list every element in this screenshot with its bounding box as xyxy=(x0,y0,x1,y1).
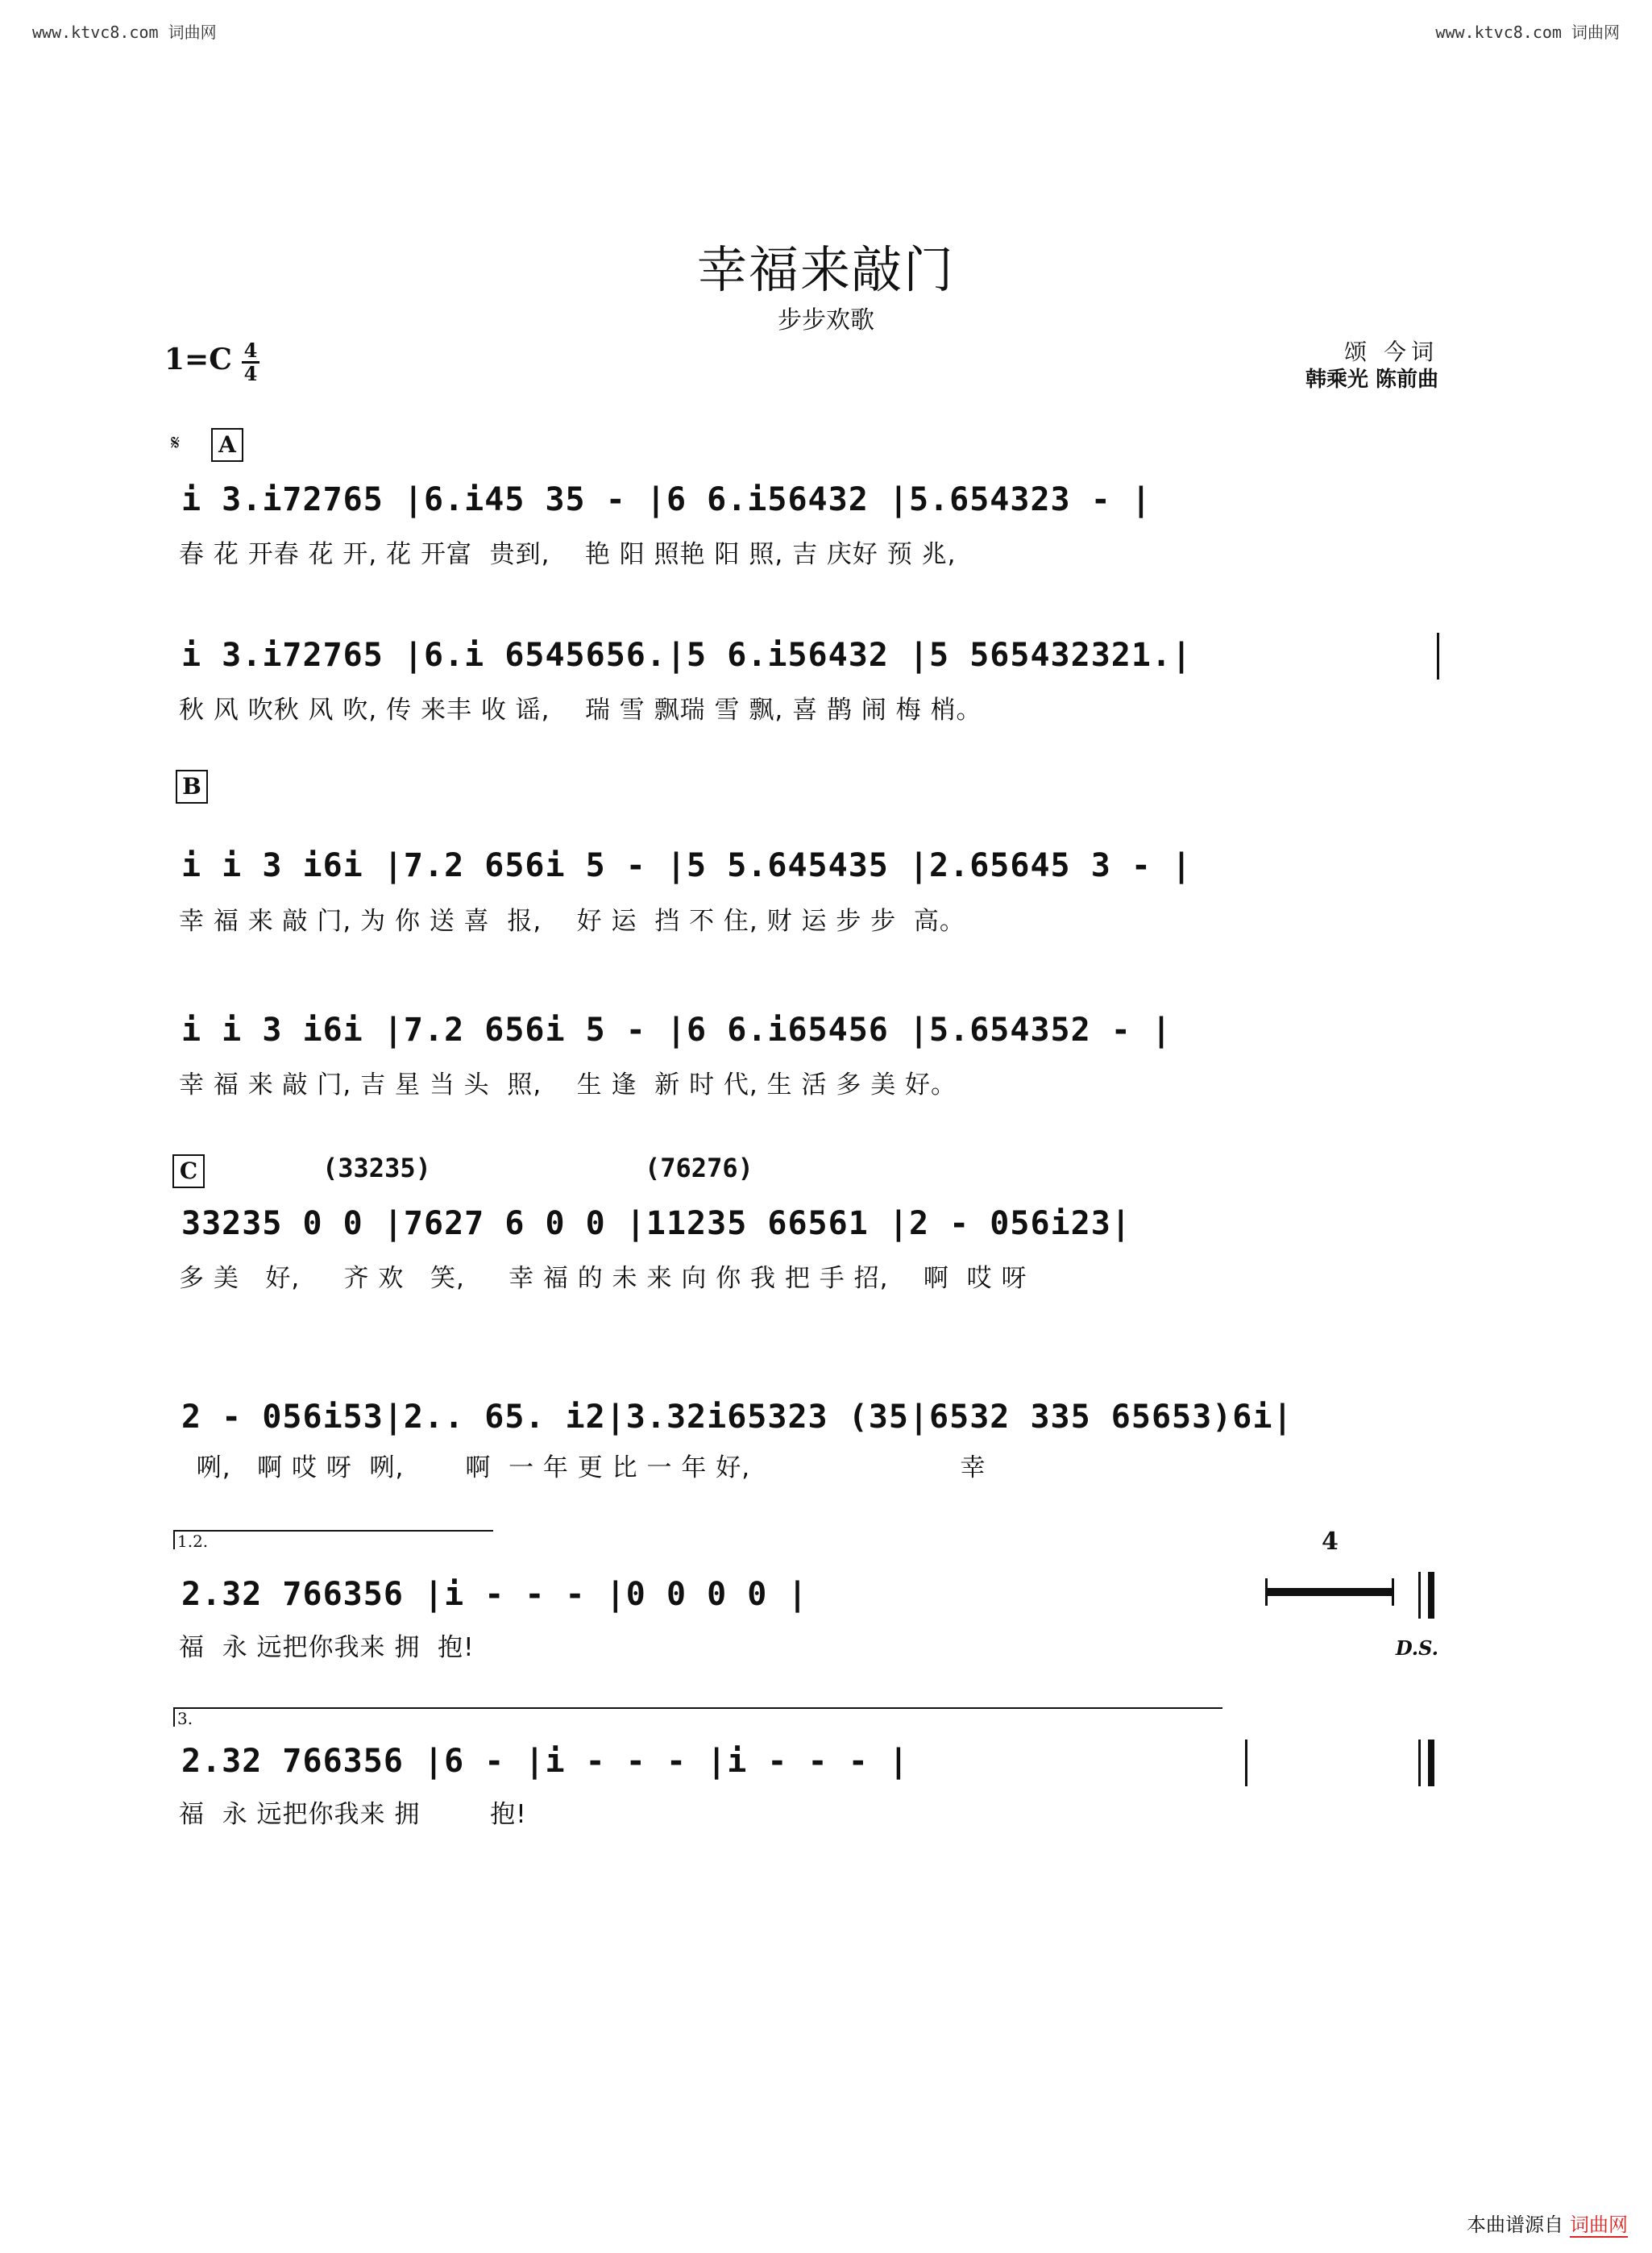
notation-line-3: i i 3 i6i |7.2 656i 5 - |5 5.645435 |2.65645 3 - | xyxy=(181,847,1193,884)
lyrics-line-3: 幸 福 来 敲 门, 为 你 送 喜 报, 好 运 挡 不 住, 财 运 步 步 高。 xyxy=(179,907,965,936)
notation-line-8: 2.32 766356 |6 - |i - - - |i - - - | xyxy=(181,1743,909,1780)
header-site-url-right[interactable]: www.ktvc8.com xyxy=(1435,23,1562,42)
lyrics-line-7: 福 永 远把你我来 拥 抱! xyxy=(179,1633,475,1662)
interlude-2: (76276) xyxy=(645,1153,753,1183)
lyrics-line-8: 福 永 远把你我来 拥 抱! xyxy=(179,1800,527,1829)
interlude-1: (33235) xyxy=(322,1153,431,1183)
notation-line-7: 2.32 766356 |i - - - |0 0 0 0 | xyxy=(181,1576,808,1613)
score-subtitle: 步步欢歌 xyxy=(778,306,874,335)
right-watermark-strip xyxy=(1636,48,1649,2205)
barline-end-line-2 xyxy=(1437,633,1439,680)
volta-label-3: 3. xyxy=(177,1709,193,1728)
notation-line-5: 33235 0 0 |7627 6 0 0 |11235 66561 |2 - 056i23| xyxy=(181,1205,1131,1242)
volta-bracket-1-2 xyxy=(173,1530,493,1549)
composer-credit: 韩乘光 陈前曲 xyxy=(1305,368,1438,392)
volta-label-1-2: 1.2. xyxy=(177,1532,209,1551)
time-signature-bottom: 4 xyxy=(243,362,258,385)
lyrics-line-2: 秋 风 吹秋 风 吹, 传 来丰 收 谣, 瑞 雪 飘瑞 雪 飘, 喜 鹊 闹 梅 梢。 xyxy=(179,696,982,725)
header-site-label: 词曲网 xyxy=(168,23,217,42)
rehearsal-mark-c: C xyxy=(172,1154,205,1188)
score-title: 幸福来敲门 xyxy=(696,240,955,299)
rehearsal-mark-b: B xyxy=(176,770,208,804)
key-signature: 1=C xyxy=(164,343,232,376)
barline-repeat-thick xyxy=(1428,1572,1434,1619)
multimeasure-rest-right-cap xyxy=(1392,1578,1394,1606)
lyricist-credit: 颂 今词 xyxy=(1344,339,1438,365)
header-site-label-right: 词曲网 xyxy=(1571,23,1620,42)
header-right xyxy=(1435,19,1620,43)
lyrics-line-1: 春 花 开春 花 开, 花 开富 贵到, 艳 阳 照艳 阳 照, 吉 庆好 预 兆, xyxy=(179,540,957,569)
barline-final-thick xyxy=(1428,1740,1434,1786)
footer-brand-link[interactable]: 词曲网 xyxy=(1570,2214,1628,2236)
time-signature-top: 4 xyxy=(243,339,258,362)
volta-bracket-3 xyxy=(173,1707,1222,1727)
header-left xyxy=(32,19,217,43)
barline-final-thin-left xyxy=(1245,1740,1247,1786)
notation-line-1: i 3.i72765 |6.i45 35 - |6 6.i56432 |5.654323 - | xyxy=(181,481,1152,518)
left-watermark-strip xyxy=(3,48,16,2205)
notation-line-6: 2 - 056i53|2.. 65. i2|3.32i65323 (35|6532 335 65653)6i| xyxy=(181,1399,1293,1436)
multimeasure-rest-count: 4 xyxy=(1322,1528,1339,1556)
time-signature xyxy=(242,340,259,385)
barline-repeat-thin xyxy=(1418,1572,1421,1619)
lyrics-line-4: 幸 福 来 敲 门, 吉 星 当 头 照, 生 逢 新 时 代, 生 活 多 美 好。 xyxy=(179,1070,957,1099)
rehearsal-mark-a: A xyxy=(211,428,243,462)
multimeasure-rest-bar xyxy=(1265,1588,1394,1596)
barline-final-thin xyxy=(1418,1740,1421,1786)
dal-segno-mark: D.S. xyxy=(1395,1636,1438,1660)
footer-source xyxy=(1467,2209,1628,2237)
segno-icon: 𝄋 xyxy=(171,431,181,455)
lyrics-line-6: 咧, 啊 哎 呀 咧, 啊 一 年 更 比 一 年 好, 幸 xyxy=(179,1453,986,1482)
header-site-url[interactable]: www.ktvc8.com xyxy=(32,23,159,42)
notation-line-4: i i 3 i6i |7.2 656i 5 - |6 6.i65456 |5.654352 - | xyxy=(181,1012,1173,1049)
lyrics-line-5: 多 美 好, 齐 欢 笑, 幸 福 的 未 来 向 你 我 把 手 招, 啊 哎 呀 xyxy=(179,1264,1027,1293)
footer-source-text: 本曲谱源自 xyxy=(1467,2214,1563,2236)
notation-line-2: i 3.i72765 |6.i 6545656.|5 6.i56432 |5 565432321.| xyxy=(181,637,1193,674)
